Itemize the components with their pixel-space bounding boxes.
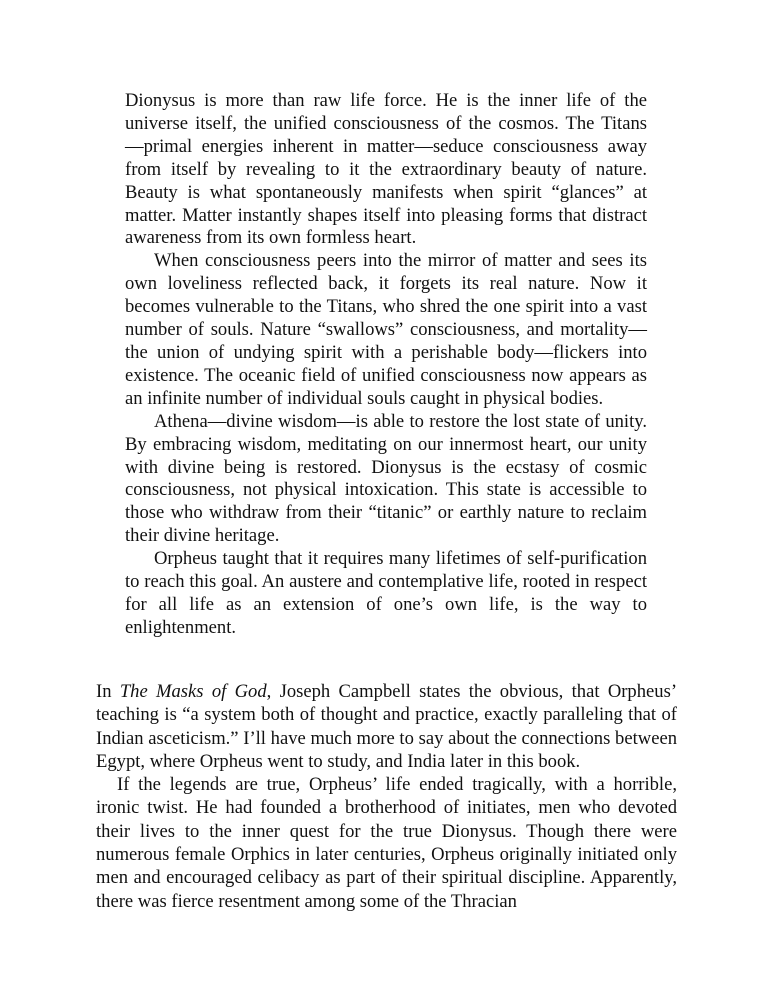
body-paragraph-1-lead: In bbox=[96, 681, 120, 702]
quote-paragraph-4: Orpheus taught that it requires many lifetimes of self-purification to reach this goal. An austere and contemplative life, rooted in respect for all life as an extension of one’s own life, is the way to enlightenment. bbox=[125, 548, 647, 638]
quote-paragraph-1: Dionysus is more than raw life force. He is the inner life of the universe itself, the unified consciousness of the cosmos. The Titans —primal energies inherent in matter—seduce consciousness away from itself by revealing to it the extraordinary beauty of nature. Beauty is what spontaneously manifests when spirit “glances” at matter. Matter instantly shapes itself into pleasing forms that distract awareness from its own formless heart. bbox=[125, 90, 647, 249]
body-text bbox=[96, 680, 677, 913]
book-title: The Masks of God bbox=[119, 681, 267, 702]
body-paragraph-1 bbox=[96, 680, 677, 773]
body-paragraph-1-rest: , Joseph Campbell states the obvious, that Orpheus’ teaching is “a system both of thought and practice, exactly paralleling that of Indian asceticism.” I’ll have much more to say about the connections between Egypt, where Orpheus went to study, and India later in this book. bbox=[96, 681, 678, 772]
block-quote bbox=[125, 90, 647, 640]
quote-paragraph-3: Athena—divine wisdom—is able to restore the lost state of unity. By embracing wisdom, meditating on our innermost heart, our unity with divine being is restored. Dionysus is the ecstasy of cosmic consciousness, not physical intoxication. This state is accessible to those who withdraw from their “titanic” or earthly nature to reclaim their divine heritage. bbox=[125, 410, 647, 547]
body-paragraph-2: If the legends are true, Orpheus’ life ended tragically, with a horrible, ironic twist. He had founded a brotherhood of initiates, men who devoted their lives to the inner quest for the true Dionysus. Though there were numerous female Orphics in later centuries, Orpheus originally initiated only men and encouraged celibacy as part of their spiritual discipline. Apparently, there was fierce resentment among some of the Thracian bbox=[96, 774, 677, 912]
quote-paragraph-2: When consciousness peers into the mirror of matter and sees its own loveliness reflected back, it forgets its real nature. Now it becomes vulnerable to the Titans, who shred the one spirit into a vast number of souls. Nature “swallows” consciousness, and mortality—the union of undying spirit with a perishable body—flickers into existence. The oceanic field of unified consciousness now appears as an infinite number of individual souls caught in physical bodies. bbox=[125, 250, 647, 409]
